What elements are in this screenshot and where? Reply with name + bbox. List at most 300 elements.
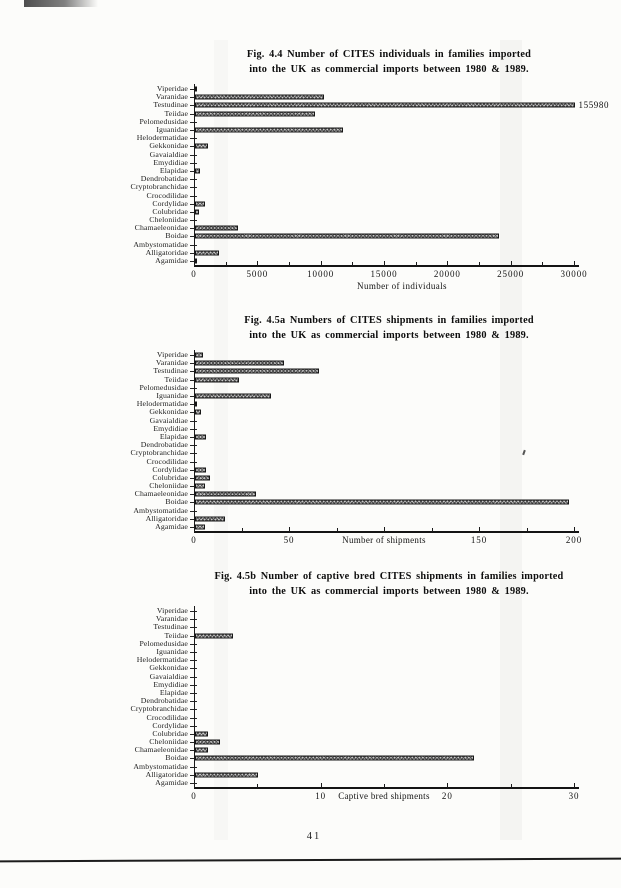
bar (195, 748, 208, 753)
bar-row (0, 118, 621, 126)
bar (195, 201, 205, 206)
category-label: Teiidae (164, 630, 188, 640)
bar-track (194, 241, 621, 249)
bar-track (194, 632, 621, 640)
category-label: Crocodilidae (146, 190, 188, 200)
bar-track (194, 681, 621, 689)
bar (195, 740, 220, 745)
category-label: Cordylidae (152, 198, 188, 208)
bar-track (194, 689, 621, 697)
chart-title (174, 314, 604, 343)
bar (195, 234, 499, 239)
bar-track (194, 110, 621, 118)
bar-row (0, 507, 621, 515)
bar-track (194, 474, 621, 482)
x-tick (574, 261, 575, 266)
bar (195, 95, 324, 100)
category-label: Chamaeleonidae (134, 223, 188, 233)
bar-row (0, 738, 621, 746)
bar-row (0, 167, 621, 175)
bar-row (0, 623, 621, 631)
bar-row (0, 85, 621, 93)
category-label: Cheloniidae (149, 737, 188, 747)
bar (195, 492, 256, 497)
bar-track (194, 673, 621, 681)
bar-track (194, 656, 621, 664)
bar-track (194, 159, 621, 167)
category-label: Cheloniidae (149, 481, 188, 491)
bar-row (0, 474, 621, 482)
plot-area (0, 84, 621, 292)
bar-row (0, 384, 621, 392)
bar-track (194, 746, 621, 754)
bar-row (0, 392, 621, 400)
category-label: Ambystomatidae (133, 505, 188, 515)
x-tick (511, 784, 512, 788)
bar-row (0, 763, 621, 771)
bar (195, 402, 197, 407)
chart-title (174, 570, 604, 599)
bar-track (194, 208, 621, 216)
category-label: Emydidiae (153, 423, 188, 433)
category-label: Pelomedusidae (139, 638, 188, 648)
bar-track (194, 167, 621, 175)
bar-track (194, 623, 621, 631)
bar (195, 410, 201, 415)
category-label: Dendrobatidae (140, 440, 188, 450)
category-label: Cordylidae (152, 464, 188, 474)
category-label: Emydidiae (153, 679, 188, 689)
bar-track (194, 408, 621, 416)
x-axis-line (194, 787, 579, 788)
bar-row (0, 640, 621, 648)
category-label: Crocodilidae (146, 712, 188, 722)
category-label: Ambystomatidae (133, 239, 188, 249)
bar (195, 434, 206, 439)
category-label: Dendrobatidae (140, 696, 188, 706)
bar-track (194, 640, 621, 648)
category-label: Agamidae (155, 778, 188, 788)
bar-track (194, 466, 621, 474)
bar-track (194, 425, 621, 433)
x-axis (191, 787, 594, 821)
x-tick (289, 527, 290, 532)
bar (195, 209, 199, 214)
chart-title-line: Fig. 4.4 Number of CITES individuals in families imported (246, 49, 532, 60)
bar-track (194, 441, 621, 449)
plot-area (0, 350, 621, 545)
bar-track (194, 175, 621, 183)
bar-track (194, 224, 621, 232)
category-label: Pelomedusidae (139, 382, 188, 392)
category-label: Teiidae (164, 108, 188, 118)
bar-track (194, 607, 621, 615)
bar-row (0, 367, 621, 375)
x-tick (574, 527, 575, 532)
bar-track (194, 648, 621, 656)
bar-row (0, 515, 621, 523)
category-label: Agamidae (155, 256, 188, 266)
bar-row (0, 224, 621, 232)
bar-row (0, 722, 621, 730)
bar-row (0, 351, 621, 359)
bar-row (0, 632, 621, 640)
x-tick-label: 0 (191, 790, 197, 801)
bar-row (0, 705, 621, 713)
x-tick-label: 25000 (497, 268, 525, 279)
bar-track (194, 433, 621, 441)
y-axis-line (194, 606, 195, 789)
bar (195, 87, 197, 92)
bar-row (0, 673, 621, 681)
bar-track (194, 384, 621, 392)
x-axis-title: Captive bred shipments (338, 790, 430, 801)
x-tick (511, 261, 512, 266)
scan-artifact-bottom-line (0, 858, 621, 862)
bar (195, 484, 205, 489)
bar-row (0, 457, 621, 465)
x-tick-label: 30000 (560, 268, 588, 279)
x-tick-label: 5000 (246, 268, 269, 279)
bar-row (0, 142, 621, 150)
bar-row (0, 191, 621, 199)
bar-row (0, 417, 621, 425)
bar-row (0, 400, 621, 408)
category-label: Iguanidae (156, 391, 188, 401)
category-label: Gavaialdiae (149, 415, 188, 425)
bar (195, 250, 219, 255)
category-label: Chamaeleonidae (134, 745, 188, 755)
bar-track (194, 400, 621, 408)
bar-row (0, 134, 621, 142)
bar-track (194, 449, 621, 457)
bar-track (194, 351, 621, 359)
x-tick (194, 261, 195, 266)
chart-title (174, 48, 604, 77)
x-tick-label: 10 (315, 790, 327, 801)
x-tick-label: 20 (441, 790, 453, 801)
x-axis-title: Number of individuals (357, 281, 447, 292)
category-label: Varanidae (155, 92, 188, 102)
chart-title-line: Fig. 4.5b Number of captive bred CITES shipments in families imported (214, 571, 564, 582)
category-label: Iguanidae (156, 647, 188, 657)
x-tick-label: 0 (191, 268, 197, 279)
bar-track (194, 763, 621, 771)
bar-row (0, 498, 621, 506)
x-tick (321, 261, 322, 266)
bar (195, 525, 205, 530)
x-tick-label: 30 (568, 790, 580, 801)
category-label: Teiidae (164, 374, 188, 384)
bar-row (0, 200, 621, 208)
bar-track (194, 498, 621, 506)
x-tick (447, 261, 448, 266)
bar-row (0, 697, 621, 705)
category-label: Emydidiae (153, 157, 188, 167)
bar (195, 259, 197, 264)
category-label: Viperidae (156, 350, 188, 360)
bar-track (194, 515, 621, 523)
bar-track (194, 615, 621, 623)
category-label: Gekkonidae (149, 663, 188, 673)
category-label: Gavaialdiae (149, 149, 188, 159)
bar-track (194, 134, 621, 142)
bar-track (194, 457, 621, 465)
bar (195, 111, 315, 116)
bar-row (0, 754, 621, 762)
x-tick-label: 15000 (370, 268, 398, 279)
category-label: Elapidae (159, 687, 188, 697)
bar-row (0, 232, 621, 240)
bar-row (0, 607, 621, 615)
bar-track (194, 118, 621, 126)
bar (195, 168, 200, 173)
bar-row (0, 183, 621, 191)
category-label: Cordylidae (152, 720, 188, 730)
category-label: Agamidae (155, 522, 188, 532)
bar-row (0, 482, 621, 490)
bar-row (0, 126, 621, 134)
category-label: Testudinae (153, 622, 188, 632)
x-axis-title: Number of shipments (342, 534, 426, 545)
bar-row (0, 249, 621, 257)
bar-row (0, 433, 621, 441)
bar-track (194, 151, 621, 159)
bar (195, 128, 343, 133)
chart-fig-4-5a (0, 314, 621, 574)
x-tick-label: 0 (191, 534, 197, 545)
x-axis-line (194, 531, 579, 532)
bar-track (194, 482, 621, 490)
category-label: Pelomedusidae (139, 116, 188, 126)
category-label: Alligatoridae (145, 247, 188, 257)
bar (195, 369, 319, 374)
bar-row (0, 175, 621, 183)
x-tick-label: 150 (470, 534, 488, 545)
x-tick (416, 262, 417, 266)
plot-area (0, 606, 621, 801)
category-label: Cryptobranchidae (130, 704, 188, 714)
bar-row (0, 408, 621, 416)
bar-row (0, 615, 621, 623)
bar-track (194, 697, 621, 705)
category-label: Boidae (165, 231, 188, 241)
x-tick (289, 262, 290, 266)
bar-row (0, 257, 621, 265)
category-label: Helodermatidae (136, 133, 188, 143)
bar-track (194, 705, 621, 713)
bar-track (194, 142, 621, 150)
chart-title-line: into the UK as commercial imports between 1980 & 1989. (249, 329, 529, 341)
category-label: Iguanidae (156, 125, 188, 135)
category-label: Ambystomatidae (133, 761, 188, 771)
category-label: Alligatoridae (145, 769, 188, 779)
bar-track (194, 200, 621, 208)
bar-value-label: 155980 (578, 100, 610, 111)
bar-row (0, 746, 621, 754)
bar-row (0, 159, 621, 167)
x-tick (432, 528, 433, 532)
bar-row (0, 241, 621, 249)
bar-row (0, 771, 621, 779)
x-tick (321, 783, 322, 788)
bar-track (194, 232, 621, 240)
x-tick (226, 262, 227, 266)
bar-track (194, 101, 621, 109)
bar (195, 226, 238, 231)
x-tick (527, 528, 528, 532)
category-label: Gekkonidae (149, 407, 188, 417)
category-label: Crocodilidae (146, 456, 188, 466)
category-label: Dendrobatidae (140, 174, 188, 184)
bar (195, 475, 210, 480)
chart-title-line: Fig. 4.5a Numbers of CITES shipments in families imported (244, 315, 534, 326)
bar-row (0, 376, 621, 384)
bar-track (194, 216, 621, 224)
bar-track (194, 367, 621, 375)
x-tick (352, 262, 353, 266)
bar-row (0, 490, 621, 498)
category-label: Alligatoridae (145, 513, 188, 523)
x-tick (242, 528, 243, 532)
category-label: Helodermatidae (136, 655, 188, 665)
bar-track (194, 93, 621, 101)
x-tick-label: 200 (565, 534, 583, 545)
bar (195, 377, 239, 382)
y-axis-line (194, 84, 195, 267)
bar (195, 633, 233, 638)
x-axis-line (194, 265, 579, 266)
bar-track (194, 392, 621, 400)
bar (195, 516, 225, 521)
category-label: Gekkonidae (149, 141, 188, 151)
x-axis (191, 265, 594, 299)
bar-row (0, 101, 621, 109)
category-label: Cryptobranchidae (130, 448, 188, 458)
bar-row (0, 110, 621, 118)
bar-track (194, 417, 621, 425)
x-tick (479, 527, 480, 532)
bar-track (194, 490, 621, 498)
x-tick (384, 261, 385, 266)
scan-artifact-smudge (24, 0, 98, 7)
bar-row (0, 151, 621, 159)
bar-row (0, 93, 621, 101)
y-axis-line (194, 350, 195, 533)
page-number: 41 (306, 831, 322, 842)
chart-title-line: into the UK as commercial imports between 1980 & 1989. (249, 63, 529, 75)
bar-row (0, 208, 621, 216)
category-label: Colubridae (152, 206, 188, 216)
category-label: Varanidae (155, 358, 188, 368)
bar-row (0, 449, 621, 457)
bar-track (194, 771, 621, 779)
bar-track (194, 722, 621, 730)
bar-track (194, 664, 621, 672)
category-label: Viperidae (156, 84, 188, 94)
x-tick (479, 262, 480, 266)
bar-row (0, 664, 621, 672)
category-label: Boidae (165, 753, 188, 763)
bar-track (194, 713, 621, 721)
x-tick (447, 783, 448, 788)
chart-fig-4-5b (0, 570, 621, 830)
category-label: Varanidae (155, 614, 188, 624)
x-axis (191, 531, 594, 565)
x-tick (194, 527, 195, 532)
x-tick-label: 10000 (307, 268, 335, 279)
bar-row (0, 689, 621, 697)
category-label: Colubridae (152, 728, 188, 738)
category-label: Boidae (165, 497, 188, 507)
x-tick (257, 261, 258, 266)
bar-row (0, 466, 621, 474)
bar (195, 731, 208, 736)
bar-row (0, 779, 621, 787)
bar-row (0, 713, 621, 721)
bar (195, 756, 474, 761)
bar-track (194, 183, 621, 191)
category-label: Testudinae (153, 366, 188, 376)
x-tick (257, 784, 258, 788)
category-label: Cryptobranchidae (130, 182, 188, 192)
x-tick (384, 527, 385, 532)
bar-track (194, 730, 621, 738)
chart-title-line: into the UK as commercial imports between 1980 & 1989. (249, 585, 529, 597)
bar-track (194, 754, 621, 762)
bar-track (194, 523, 621, 531)
bar-track (194, 359, 621, 367)
bar-row (0, 216, 621, 224)
x-tick (542, 262, 543, 266)
bar (195, 394, 271, 399)
bar-track (194, 507, 621, 515)
bar (195, 772, 258, 777)
bar-row (0, 425, 621, 433)
category-label: Colubridae (152, 472, 188, 482)
bar-track (194, 126, 621, 134)
x-tick-label: 50 (283, 534, 295, 545)
category-label: Elapidae (159, 431, 188, 441)
bar (195, 500, 569, 505)
category-label: Cheloniidae (149, 215, 188, 225)
bar-track (194, 738, 621, 746)
bar (195, 353, 203, 358)
bar-track (194, 249, 621, 257)
bar (195, 103, 575, 108)
bar-row (0, 730, 621, 738)
x-tick (574, 783, 575, 788)
bar-row (0, 648, 621, 656)
category-label: Gavaialdiae (149, 671, 188, 681)
category-label: Viperidae (156, 606, 188, 616)
bar-row (0, 656, 621, 664)
bar (195, 467, 206, 472)
x-tick (337, 528, 338, 532)
category-label: Helodermatidae (136, 399, 188, 409)
chart-fig-4-4 (0, 48, 621, 308)
bar-track (194, 191, 621, 199)
x-tick (194, 783, 195, 788)
category-label: Elapidae (159, 165, 188, 175)
x-tick-label: 20000 (433, 268, 461, 279)
category-label: Testudinae (153, 100, 188, 110)
bar-row (0, 681, 621, 689)
bar (195, 361, 284, 366)
bar-row (0, 523, 621, 531)
bar-track (194, 376, 621, 384)
bar-row (0, 441, 621, 449)
